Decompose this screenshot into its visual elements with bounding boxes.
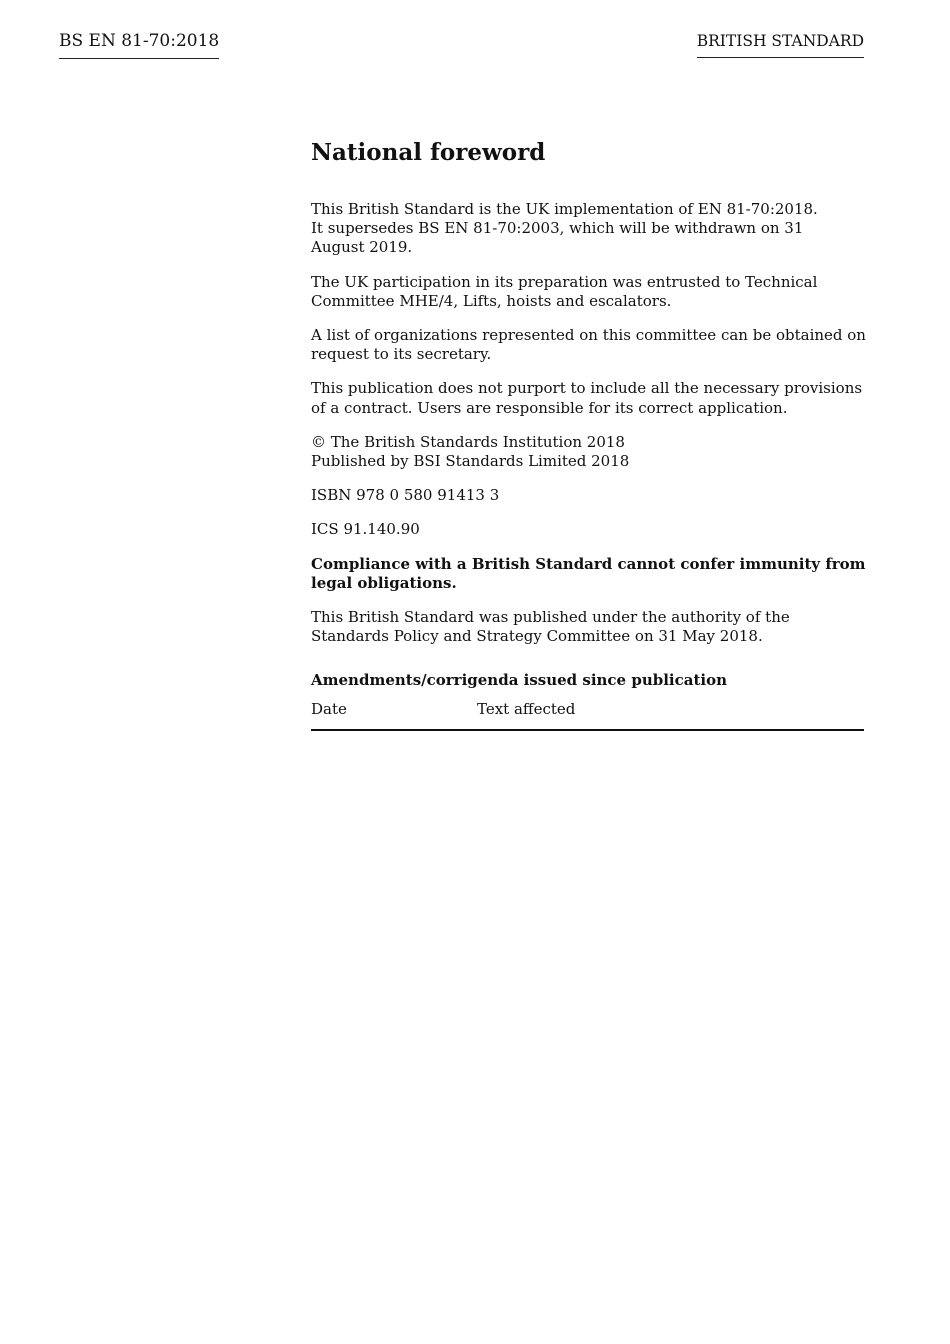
text-line: request to its secretary. [311,345,492,364]
text-line: This British Standard was published under the authority of the [311,608,790,627]
text-line: Compliance with a British Standard cannot confer immunity from [311,554,866,573]
text-line: Published by BSI Standards Limited 2018 [311,452,630,471]
participation-paragraph [311,273,864,311]
text-line: The UK participation in its preparation was entrusted to Technical [311,272,818,291]
page-title: National foreword [311,139,546,166]
column-header-date: Date [311,699,347,718]
ics-code: ICS 91.140.90 [311,520,420,539]
text-line: Standards Policy and Strategy Committee on 31 May 2018. [311,627,763,646]
text-line: © The British Standards Institution 2018 [311,432,625,451]
amendments-table-header [311,700,864,731]
text-line: of a contract. Users are responsible for its correct application. [311,398,788,417]
disclaimer-paragraph [311,379,864,417]
text-line: August 2019. [311,238,413,257]
copyright-paragraph [311,433,864,471]
column-header-text-affected: Text affected [477,699,576,718]
text-line: It supersedes BS EN 81-70:2003, which will be withdrawn on 31 [311,219,804,238]
national-foreword [311,138,864,731]
amendments-heading: Amendments/corrigenda issued since publication [311,671,727,690]
isbn: ISBN 978 0 580 91413 3 [311,486,500,505]
authority-paragraph [311,608,864,646]
document-type: BRITISH STANDARD [697,31,864,58]
organizations-paragraph [311,326,864,364]
text-line: This publication does not purport to include all the necessary provisions [311,379,863,398]
compliance-statement [311,555,864,593]
document-number: BS EN 81-70:2018 [59,30,219,59]
implementation-paragraph [311,200,864,258]
text-line: A list of organizations represented on this committee can be obtained on [311,326,866,345]
text-line: legal obligations. [311,573,457,592]
text-line: This British Standard is the UK implementation of EN 81-70:2018. [311,200,818,218]
text-line: Committee MHE/4, Lifts, hoists and escalators. [311,291,672,310]
